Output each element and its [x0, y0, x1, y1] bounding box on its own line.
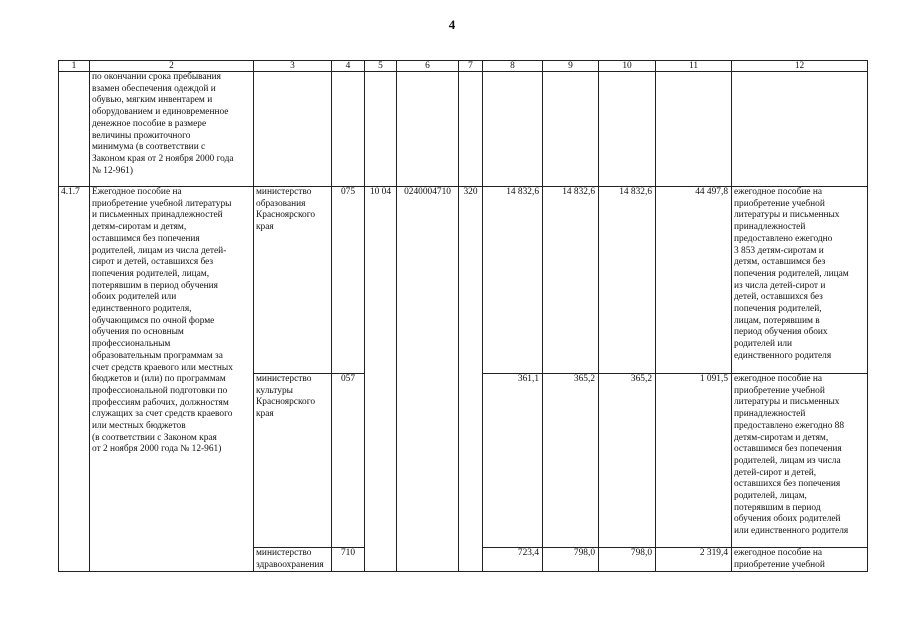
cell-empty: [59, 72, 90, 187]
culture-value-9: 365,2: [543, 374, 599, 548]
header-cell: 3: [254, 61, 332, 72]
table-header-row: [59, 61, 868, 72]
education-value-10: 14 832,6: [599, 187, 656, 374]
code-health: 710: [332, 548, 365, 572]
item-description: Ежегодное пособие на приобретение учебной литературы и письменных принадлежностей детям-сиротам и детям, оставшимся без попечения родителей, лицам из числа детей- сирот и детей, оставшихся без попечения родителей, лицам, потерявшим в период обучения обоих родителей или единственного родителя, обучающимся по очной форме обучения по основным профессиональным образовательным программам за счет средств краевого или местных бюджетов и (или) по программам профессиональной подготовки по профессиям рабочих, должностям служащих за счет средств краевого или местных бюджетов (в соответствии с Законом края от 2 ноября 2000 года № 12-961): [90, 187, 254, 572]
header-cell: 5: [365, 61, 397, 72]
cell-empty: [459, 72, 483, 187]
header-cell: 7: [459, 61, 483, 72]
cell-empty: [397, 72, 459, 187]
culture-value-11: 1 091,5: [656, 374, 732, 548]
cell-empty: [254, 72, 332, 187]
education-result: ежегодное пособие на приобретение учебной литературы и письменных принадлежностей предоставлено ежегодно 3 853 детям-сиротам и детям, оставшимся без попечения родителей, лицам из числа детей-сирот и детей, оставшихся без попечения родителей, лицам, потерявшим в период обучения обоих родителей или единственного родителя: [732, 187, 868, 374]
ministry-education: министерство образования Красноярского края: [254, 187, 332, 374]
header-cell: 11: [656, 61, 732, 72]
header-cell: 2: [90, 61, 254, 72]
education-value-11: 44 497,8: [656, 187, 732, 374]
section-code: 10 04: [365, 187, 397, 572]
cell-empty: [543, 72, 599, 187]
health-value-9: 798,0: [543, 548, 599, 572]
header-cell: 1: [59, 61, 90, 72]
culture-value-10: 365,2: [599, 374, 656, 548]
row-prev-description: по окончании срока пребывания взамен обеспечения одеждой и обувью, мягким инвентарем и оборудованием и единовременное денежное пособие в размере величины прожиточного минимума (в соответствии с Законом края от 2 ноября 2000 года № 12-961): [90, 72, 254, 187]
header-cell: 12: [732, 61, 868, 72]
ministry-culture: министерство культуры Красноярского края: [254, 374, 332, 548]
cell-empty: [656, 72, 732, 187]
cell-empty: [599, 72, 656, 187]
header-cell: 9: [543, 61, 599, 72]
cell-empty: [365, 72, 397, 187]
cell-empty: [732, 72, 868, 187]
expense-type-code: 320: [459, 187, 483, 572]
education-value-8: 14 832,6: [483, 187, 543, 374]
cell-empty: [483, 72, 543, 187]
health-value-8: 723,4: [483, 548, 543, 572]
health-value-10: 798,0: [599, 548, 656, 572]
ministry-health: министерство здравоохранения: [254, 548, 332, 572]
header-cell: 8: [483, 61, 543, 72]
code-education: 075: [332, 187, 365, 374]
table-row-item-education: [59, 187, 868, 374]
budget-table: [58, 60, 868, 572]
header-cell: 6: [397, 61, 459, 72]
cell-empty: [332, 72, 365, 187]
culture-value-8: 361,1: [483, 374, 543, 548]
item-number: 4.1.7: [59, 187, 90, 572]
health-result: ежегодное пособие на приобретение учебной: [732, 548, 868, 572]
table-row-continued: [59, 72, 868, 187]
target-code: 0240004710: [397, 187, 459, 572]
education-value-9: 14 832,6: [543, 187, 599, 374]
code-culture: 057: [332, 374, 365, 548]
header-cell: 10: [599, 61, 656, 72]
header-cell: 4: [332, 61, 365, 72]
health-value-11: 2 319,4: [656, 548, 732, 572]
culture-result: ежегодное пособие на приобретение учебной литературы и письменных принадлежностей предоставлено ежегодно 88 детям-сиротам и детям, оставшимся без попечения родителей, лицам из числа детей-сирот и детей, оставшихся без попечения родителей, лицам, потерявшим в период обучения обоих родителей или единственного родителя: [732, 374, 868, 548]
page-number: 4: [448, 17, 456, 32]
